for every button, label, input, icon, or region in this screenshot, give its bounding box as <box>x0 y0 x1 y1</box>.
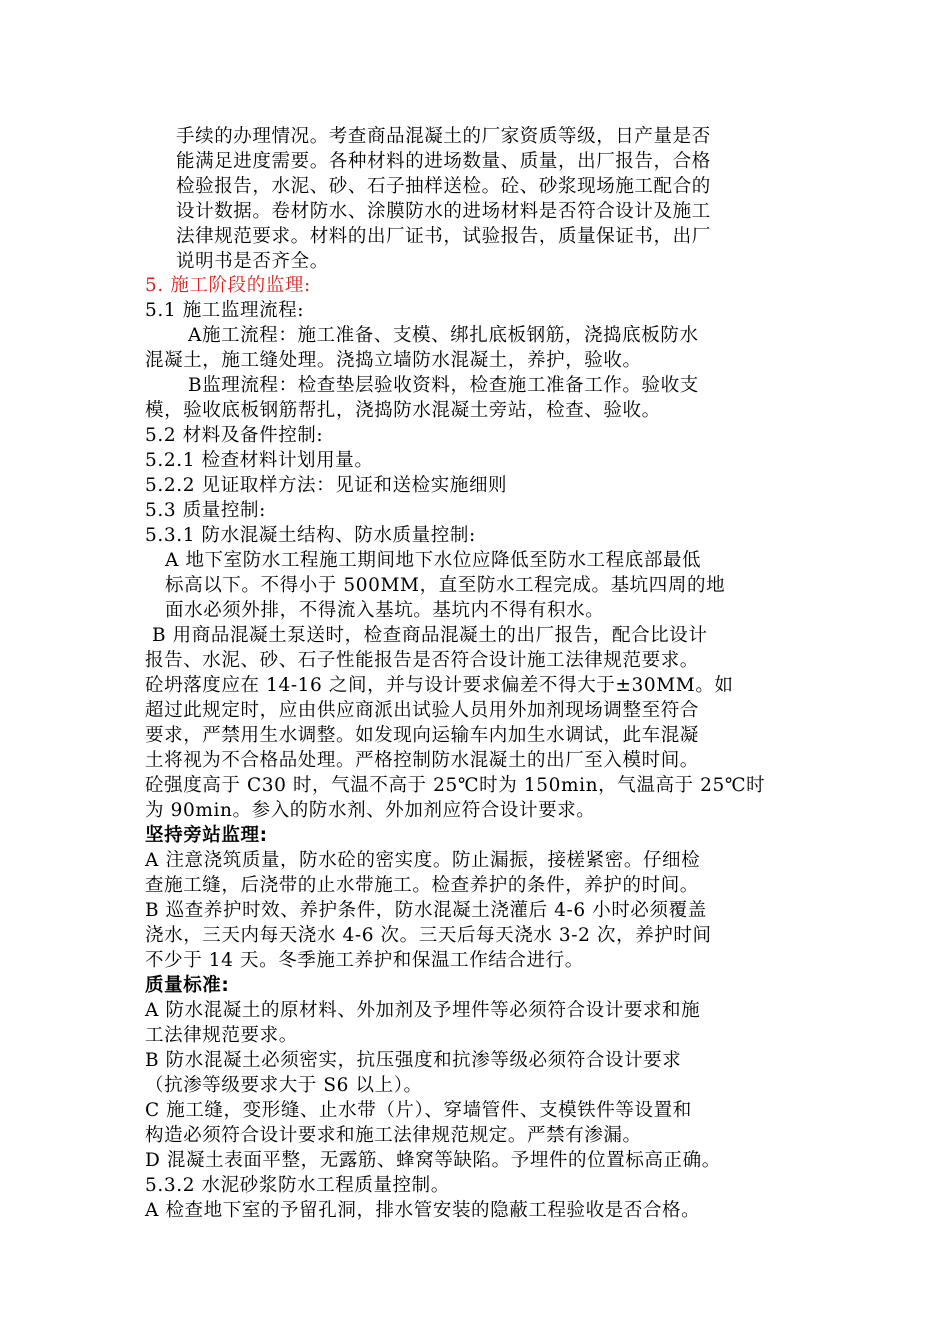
text-line: 混凝土，施工缝处理。浇捣立墙防水混凝土，养护，验收。 <box>145 350 642 371</box>
text-line: B 防水混凝土必须密实，抗压强度和抗渗等级必须符合设计要求 <box>145 1050 682 1071</box>
text-line: 模，验收底板钢筋帮扎，浇捣防水混凝土旁站，检查、验收。 <box>145 400 661 421</box>
text-line: 超过此规定时，应由供应商派出试验人员用外加剂现场调整至符合 <box>145 700 699 721</box>
text-line: 要求，严禁用生水调整。如发现向运输车内加生水调试，此车混凝 <box>145 725 699 746</box>
text-line: 浇水，三天内每天浇水 4-6 次。三天后每天浇水 3-2 次，养护时间 <box>145 925 712 946</box>
text-line: A 地下室防水工程施工期间地下水位应降低至防水工程底部最低 <box>165 550 702 571</box>
text-line: 查施工缝，后浇带的止水带施工。检查养护的条件，养护的时间。 <box>145 875 699 896</box>
bold-heading: 坚持旁站监理: <box>145 825 268 846</box>
text-line: 构造必须符合设计要求和施工法律规范规定。严禁有渗漏。 <box>145 1125 642 1146</box>
text-line: A 防水混凝土的原材料、外加剂及予埋件等必须符合设计要求和施 <box>145 1000 701 1021</box>
text-line: C 施工缝，变形缝、止水带（片）、穿墙管件、支模铁件等设置和 <box>145 1100 692 1121</box>
subsection-heading: 5.3 质量控制: <box>145 500 266 521</box>
text-line: 报告、水泥、砂、石子性能报告是否符合设计施工法律规范要求。 <box>145 650 699 671</box>
subsection-heading: 5.3.2 水泥砂浆防水工程质量控制。 <box>145 1175 450 1196</box>
text-line: 面水必须外排，不得流入基坑。基坑内不得有积水。 <box>165 600 605 621</box>
text-line: 检验报告，水泥、砂、石子抽样送检。砼、砂浆现场施工配合的 <box>176 176 711 197</box>
text-line: A 注意浇筑质量，防水砼的密实度。防止漏振，接槎紧密。仔细检 <box>145 850 701 871</box>
text-line: 标高以下。不得小于 500MM，直至防水工程完成。基坑四周的地 <box>165 575 726 596</box>
text-line: 工法律规范要求。 <box>145 1025 298 1046</box>
text-line: 砼强度高于 C30 时，气温不高于 25℃时为 150min，气温高于 25℃时 <box>145 775 766 796</box>
text-line: D 混凝土表面平整，无露筋、蜂窝等缺陷。予埋件的位置标高正确。 <box>145 1150 721 1171</box>
text-line: 5.2.1 检查材料计划用量。 <box>145 450 374 471</box>
bold-heading: 质量标准: <box>145 975 230 996</box>
subsection-heading: 5.1 施工监理流程: <box>145 300 305 321</box>
text-line: （抗渗等级要求大于 S6 以上）。 <box>145 1075 423 1096</box>
text-line: 土将视为不合格品处理。严格控制防水混凝土的出厂至入模时间。 <box>145 750 699 771</box>
text-line: 砼坍落度应在 14-16 之间，并与设计要求偏差不得大于±30MM。如 <box>145 675 734 696</box>
text-line: B监理流程：检查垫层验收资料，检查施工准备工作。验收支 <box>188 375 699 396</box>
text-line: B 用商品混凝土泵送时，检查商品混凝土的出厂报告，配合比设计 <box>152 625 708 646</box>
text-line: 5.3.1 防水混凝土结构、防水质量控制: <box>145 525 476 546</box>
text-line: 法律规范要求。材料的出厂证书，试验报告，质量保证书，出厂 <box>176 226 711 247</box>
subsection-heading: 5.2 材料及备件控制: <box>145 425 324 446</box>
text-line: 能满足进度需要。各种材料的进场数量、质量，出厂报告，合格 <box>176 151 711 172</box>
section-heading: 5. 施工阶段的监理: <box>145 275 311 296</box>
text-line: A 检查地下室的予留孔洞，排水管安装的隐蔽工程验收是否合格。 <box>145 1200 701 1221</box>
text-line: B 巡查养护时效、养护条件，防水混凝土浇灌后 4-6 小时必须覆盖 <box>145 900 707 921</box>
text-line: A施工流程：施工准备、支模、绑扎底板钢筋，浇捣底板防水 <box>188 325 699 346</box>
text-line: 5.2.2 见证取样方法：见证和送检实施细则 <box>145 475 508 496</box>
text-line: 为 90min。参入的防水剂、外加剂应符合设计要求。 <box>145 800 596 821</box>
text-line: 说明书是否齐全。 <box>176 251 329 272</box>
text-line: 手续的办理情况。考查商品混凝土的厂家资质等级，日产量是否 <box>176 126 711 147</box>
text-line: 不少于 14 天。冬季施工养护和保温工作结合进行。 <box>145 950 584 971</box>
text-line: 设计数据。卷材防水、涂膜防水的进场材料是否符合设计及施工 <box>176 201 711 222</box>
